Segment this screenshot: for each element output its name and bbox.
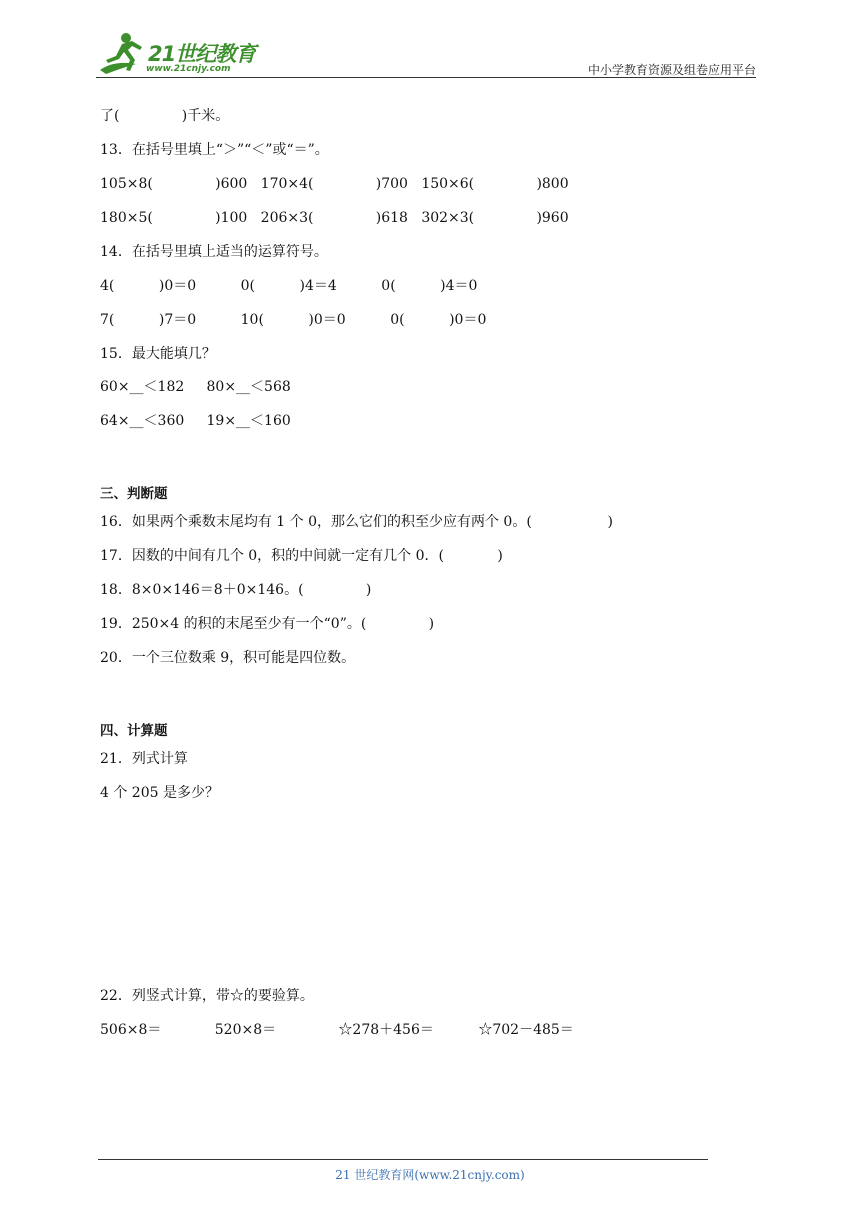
header-divider xyxy=(96,77,756,78)
text-line: 了( )千米。 xyxy=(100,108,230,124)
runner-logo-icon xyxy=(96,30,150,76)
header-slogan: 中小学教育资源及组卷应用平台 xyxy=(587,63,756,77)
logo-url: www.21cnjy.com xyxy=(146,64,231,74)
question-15-row-2: 64×__＜360 19×__＜160 xyxy=(100,413,291,429)
question-22: 22．列竖式计算，带☆的要验算。 xyxy=(100,988,314,1004)
question-14-row-2: 7( )7＝0 10( )0＝0 0( )0＝0 xyxy=(100,312,487,328)
question-13-row-2: 180×5( )100 206×3( )618 302×3( )960 xyxy=(100,210,569,226)
logo xyxy=(96,30,256,76)
question-15-row-1: 60×__＜182 80×__＜568 xyxy=(100,379,291,395)
footer-divider xyxy=(98,1159,708,1160)
question-16: 16．如果两个乘数末尾均有 1 个 0，那么它们的积至少应有两个 0。( ) xyxy=(100,514,613,530)
question-13: 13．在括号里填上“＞”“＜”或“＝”。 xyxy=(100,142,329,158)
question-20: 20．一个三位数乘 9，积可能是四位数。 xyxy=(100,650,356,666)
section-4-title: 四、计算题 xyxy=(100,723,168,739)
question-15: 15．最大能填几？ xyxy=(100,346,216,362)
footer-text: 21 世纪教育网(www.21cnjy.com) xyxy=(335,1168,525,1182)
question-13-row-1: 105×8( )600 170×4( )700 150×6( )800 xyxy=(100,176,569,192)
question-14: 14．在括号里填上适当的运算符号。 xyxy=(100,244,328,260)
question-22-body: 506×8＝ 520×8＝ ☆278＋456＝ ☆702－485＝ xyxy=(100,1022,574,1038)
question-21-body: 4 个 205 是多少？ xyxy=(100,785,219,801)
question-14-row-1: 4( )0＝0 0( )4＝4 0( )4＝0 xyxy=(100,278,478,294)
logo-text: 21世纪教育 xyxy=(148,42,256,66)
question-18: 18．8×0×146＝8＋0×146。( ) xyxy=(100,582,372,598)
question-21: 21．列式计算 xyxy=(100,751,188,767)
question-19: 19．250×4 的积的末尾至少有一个“0”。( ) xyxy=(100,616,435,632)
page-header xyxy=(96,30,756,78)
question-17: 17．因数的中间有几个 0，积的中间就一定有几个 0．( ) xyxy=(100,548,503,564)
section-3-title: 三、判断题 xyxy=(100,486,168,502)
